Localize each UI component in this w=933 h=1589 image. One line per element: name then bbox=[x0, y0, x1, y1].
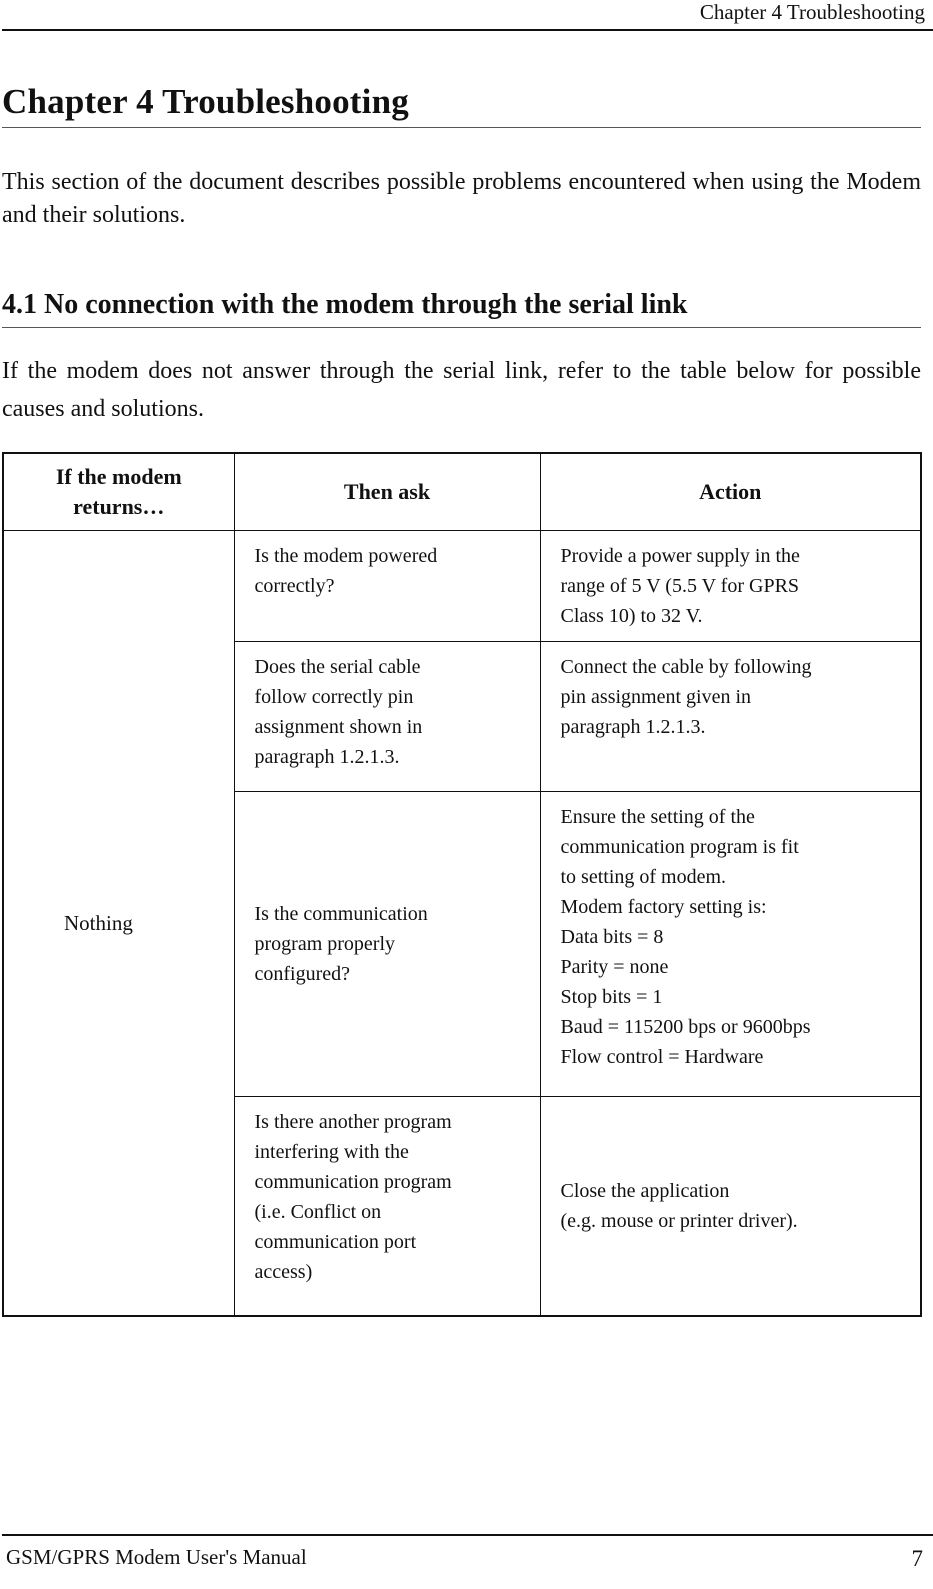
action-line: to setting of modem. bbox=[560, 866, 727, 888]
ask-line: configured? bbox=[254, 963, 351, 985]
chapter-title: Chapter 4 Troubleshooting bbox=[2, 82, 409, 121]
action-line: Parity = none bbox=[560, 956, 669, 978]
ask-line: assignment shown in bbox=[254, 716, 423, 738]
action-line: Modem factory setting is: bbox=[560, 896, 767, 918]
action-line: Class 10) to 32 V. bbox=[560, 605, 703, 627]
running-header: Chapter 4 Troubleshooting bbox=[699, 0, 925, 24]
action-cell bbox=[540, 792, 921, 1097]
footer-rule bbox=[2, 1534, 933, 1536]
action-line: Ensure the setting of the bbox=[560, 806, 755, 828]
action-cell bbox=[540, 531, 921, 642]
ask-line: Does the serial cable bbox=[254, 656, 421, 678]
ask-line: program properly bbox=[254, 933, 396, 955]
ask-line: access) bbox=[254, 1261, 313, 1283]
table-header-row bbox=[3, 453, 921, 531]
page-number: 7 bbox=[911, 1546, 923, 1571]
chapter-intro: This section of the document describes possible problems encountered when using the Modem and their solutions. bbox=[2, 169, 921, 228]
action-line: pin assignment given in bbox=[560, 686, 752, 708]
ask-line: communication program bbox=[254, 1171, 452, 1193]
ask-line: (i.e. Conflict on bbox=[254, 1201, 382, 1223]
action-line: communication program is fit bbox=[560, 836, 799, 858]
action-line: paragraph 1.2.1.3. bbox=[560, 716, 706, 738]
action-line: Baud = 115200 bps or 9600bps bbox=[560, 1016, 811, 1038]
ask-cell bbox=[234, 1097, 540, 1317]
action-line: Connect the cable by following bbox=[560, 656, 812, 678]
ask-cell bbox=[234, 792, 540, 1097]
ask-line: correctly? bbox=[254, 575, 335, 597]
action-line: Flow control = Hardware bbox=[560, 1046, 764, 1068]
column-header-then-ask: Then ask bbox=[234, 453, 540, 531]
action-cell bbox=[540, 1097, 921, 1317]
ask-line: Is the modem powered bbox=[254, 545, 438, 567]
footer-manual-title: GSM/GPRS Modem User's Manual bbox=[6, 1545, 307, 1569]
action-line: Provide a power supply in the bbox=[560, 545, 800, 567]
action-line: Data bits = 8 bbox=[560, 926, 664, 948]
ask-line: communication port bbox=[254, 1231, 417, 1253]
section-rule bbox=[2, 327, 921, 328]
ask-line: interfering with the bbox=[254, 1141, 409, 1163]
action-line: (e.g. mouse or printer driver). bbox=[560, 1210, 798, 1232]
section-title: 4.1 No connection with the modem through the serial link bbox=[2, 289, 688, 320]
ask-cell bbox=[234, 642, 540, 792]
action-line: Close the application bbox=[560, 1180, 730, 1202]
header-rule bbox=[2, 29, 933, 31]
ask-cell bbox=[234, 531, 540, 642]
column-header-returns bbox=[3, 453, 234, 531]
condition-cell: Nothing bbox=[3, 531, 234, 1317]
column-header-returns-line1: If the modem bbox=[55, 464, 182, 489]
chapter-rule bbox=[2, 127, 921, 128]
troubleshooting-table bbox=[2, 452, 922, 1317]
action-line: range of 5 V (5.5 V for GPRS bbox=[560, 575, 800, 597]
section-text: If the modem does not answer through the serial link, refer to the table below for possible causes and solutions. bbox=[2, 358, 921, 422]
action-cell bbox=[540, 642, 921, 792]
ask-line: follow correctly pin bbox=[254, 686, 414, 708]
ask-line: Is there another program bbox=[254, 1111, 452, 1133]
ask-line: Is the communication bbox=[254, 903, 428, 925]
ask-line: paragraph 1.2.1.3. bbox=[254, 746, 400, 768]
action-line: Stop bits = 1 bbox=[560, 986, 663, 1008]
table-row bbox=[3, 531, 921, 642]
column-header-action: Action bbox=[540, 453, 921, 531]
column-header-returns-line2: returns… bbox=[73, 494, 165, 519]
